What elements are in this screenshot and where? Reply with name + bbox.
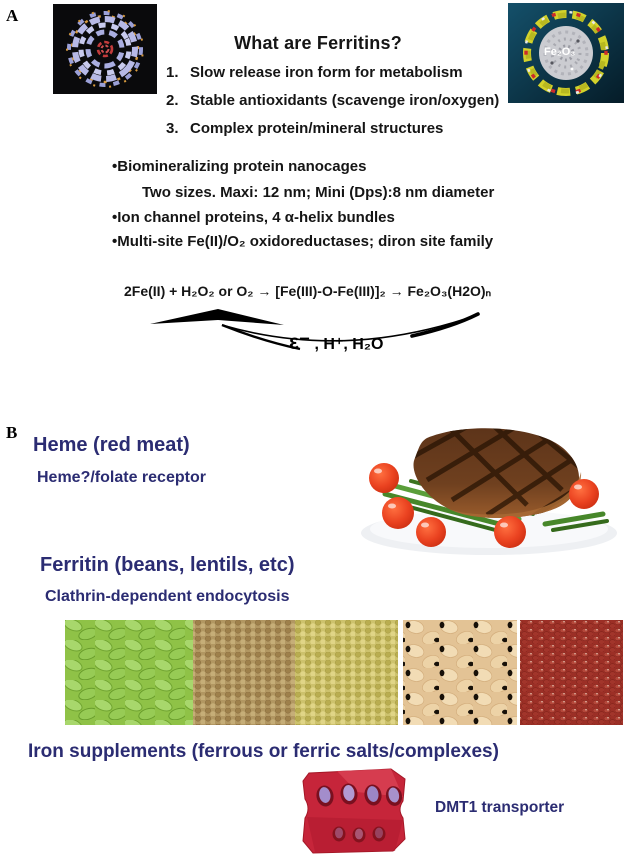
heme-receptor-subheading: Heme?/folate receptor	[37, 469, 206, 486]
reaction-equation: 2Fe(II) + H₂O₂ or O₂ → [Fe(III)-O-Fe(III)]₂ → Fe₂O₃(H2O)ₙ	[124, 283, 492, 299]
arrow-label	[289, 330, 383, 355]
bullet-sizes: Two sizes. Maxi: 12 nm; Mini (Dps):8 nm diameter	[142, 184, 495, 201]
list-item-3	[166, 120, 443, 137]
brown-lentils-photo	[193, 620, 295, 725]
ferritin-heading: Ferritin (beans, lentils, etc)	[40, 554, 295, 576]
iron-supplements-heading: Iron supplements (ferrous or ferric salts/complexes)	[28, 741, 499, 762]
list-item-2	[166, 92, 499, 109]
list-item-3-text: Complex protein/mineral structures	[190, 120, 444, 137]
yellow-lentils-photo	[295, 620, 398, 725]
black-eyed-peas-photo	[403, 620, 517, 725]
bullet-oxidoreductases: •Multi-site Fe(II)/O₂ oxidoreductases; diron site family	[112, 233, 494, 250]
heme-heading: Heme (red meat)	[33, 434, 190, 456]
protein-cage-image	[53, 4, 157, 94]
bullet-ion-channel: •Ion channel proteins, 4 α-helix bundles	[112, 209, 395, 226]
green-beans-photo	[65, 620, 193, 725]
iron-supplement-image	[295, 765, 415, 855]
list-item-2-number: 2.	[166, 92, 179, 109]
mineral-core-image	[508, 3, 624, 103]
arrow-label-species: , H⁺, H₂O	[310, 336, 384, 353]
dmt1-label: DMT1 transporter	[435, 799, 565, 816]
tablet-holes-bottom	[333, 827, 386, 843]
list-item-1-number: 1.	[166, 64, 179, 81]
beans-strip-image	[65, 620, 623, 725]
mineral-core-label: Fe₂O₃	[544, 46, 576, 58]
list-item-3-number: 3.	[166, 120, 179, 137]
panel-a-title: What are Ferritins?	[234, 33, 402, 53]
arrow-label-epsilon: ε⁻	[289, 331, 311, 354]
red-beans-photo	[520, 620, 623, 725]
list-item-2-text: Stable antioxidants (scavenge iron/oxygen)	[190, 92, 500, 109]
panel-a-label: A	[6, 6, 19, 25]
list-item-1	[166, 64, 463, 81]
steak-image	[357, 420, 627, 557]
clathrin-subheading: Clathrin-dependent endocytosis	[45, 588, 290, 605]
panel-b-label: B	[6, 423, 18, 442]
list-item-1-text: Slow release iron form for metabolism	[190, 64, 463, 81]
bullet-nanocages: •Biomineralizing protein nanocages	[112, 158, 367, 175]
